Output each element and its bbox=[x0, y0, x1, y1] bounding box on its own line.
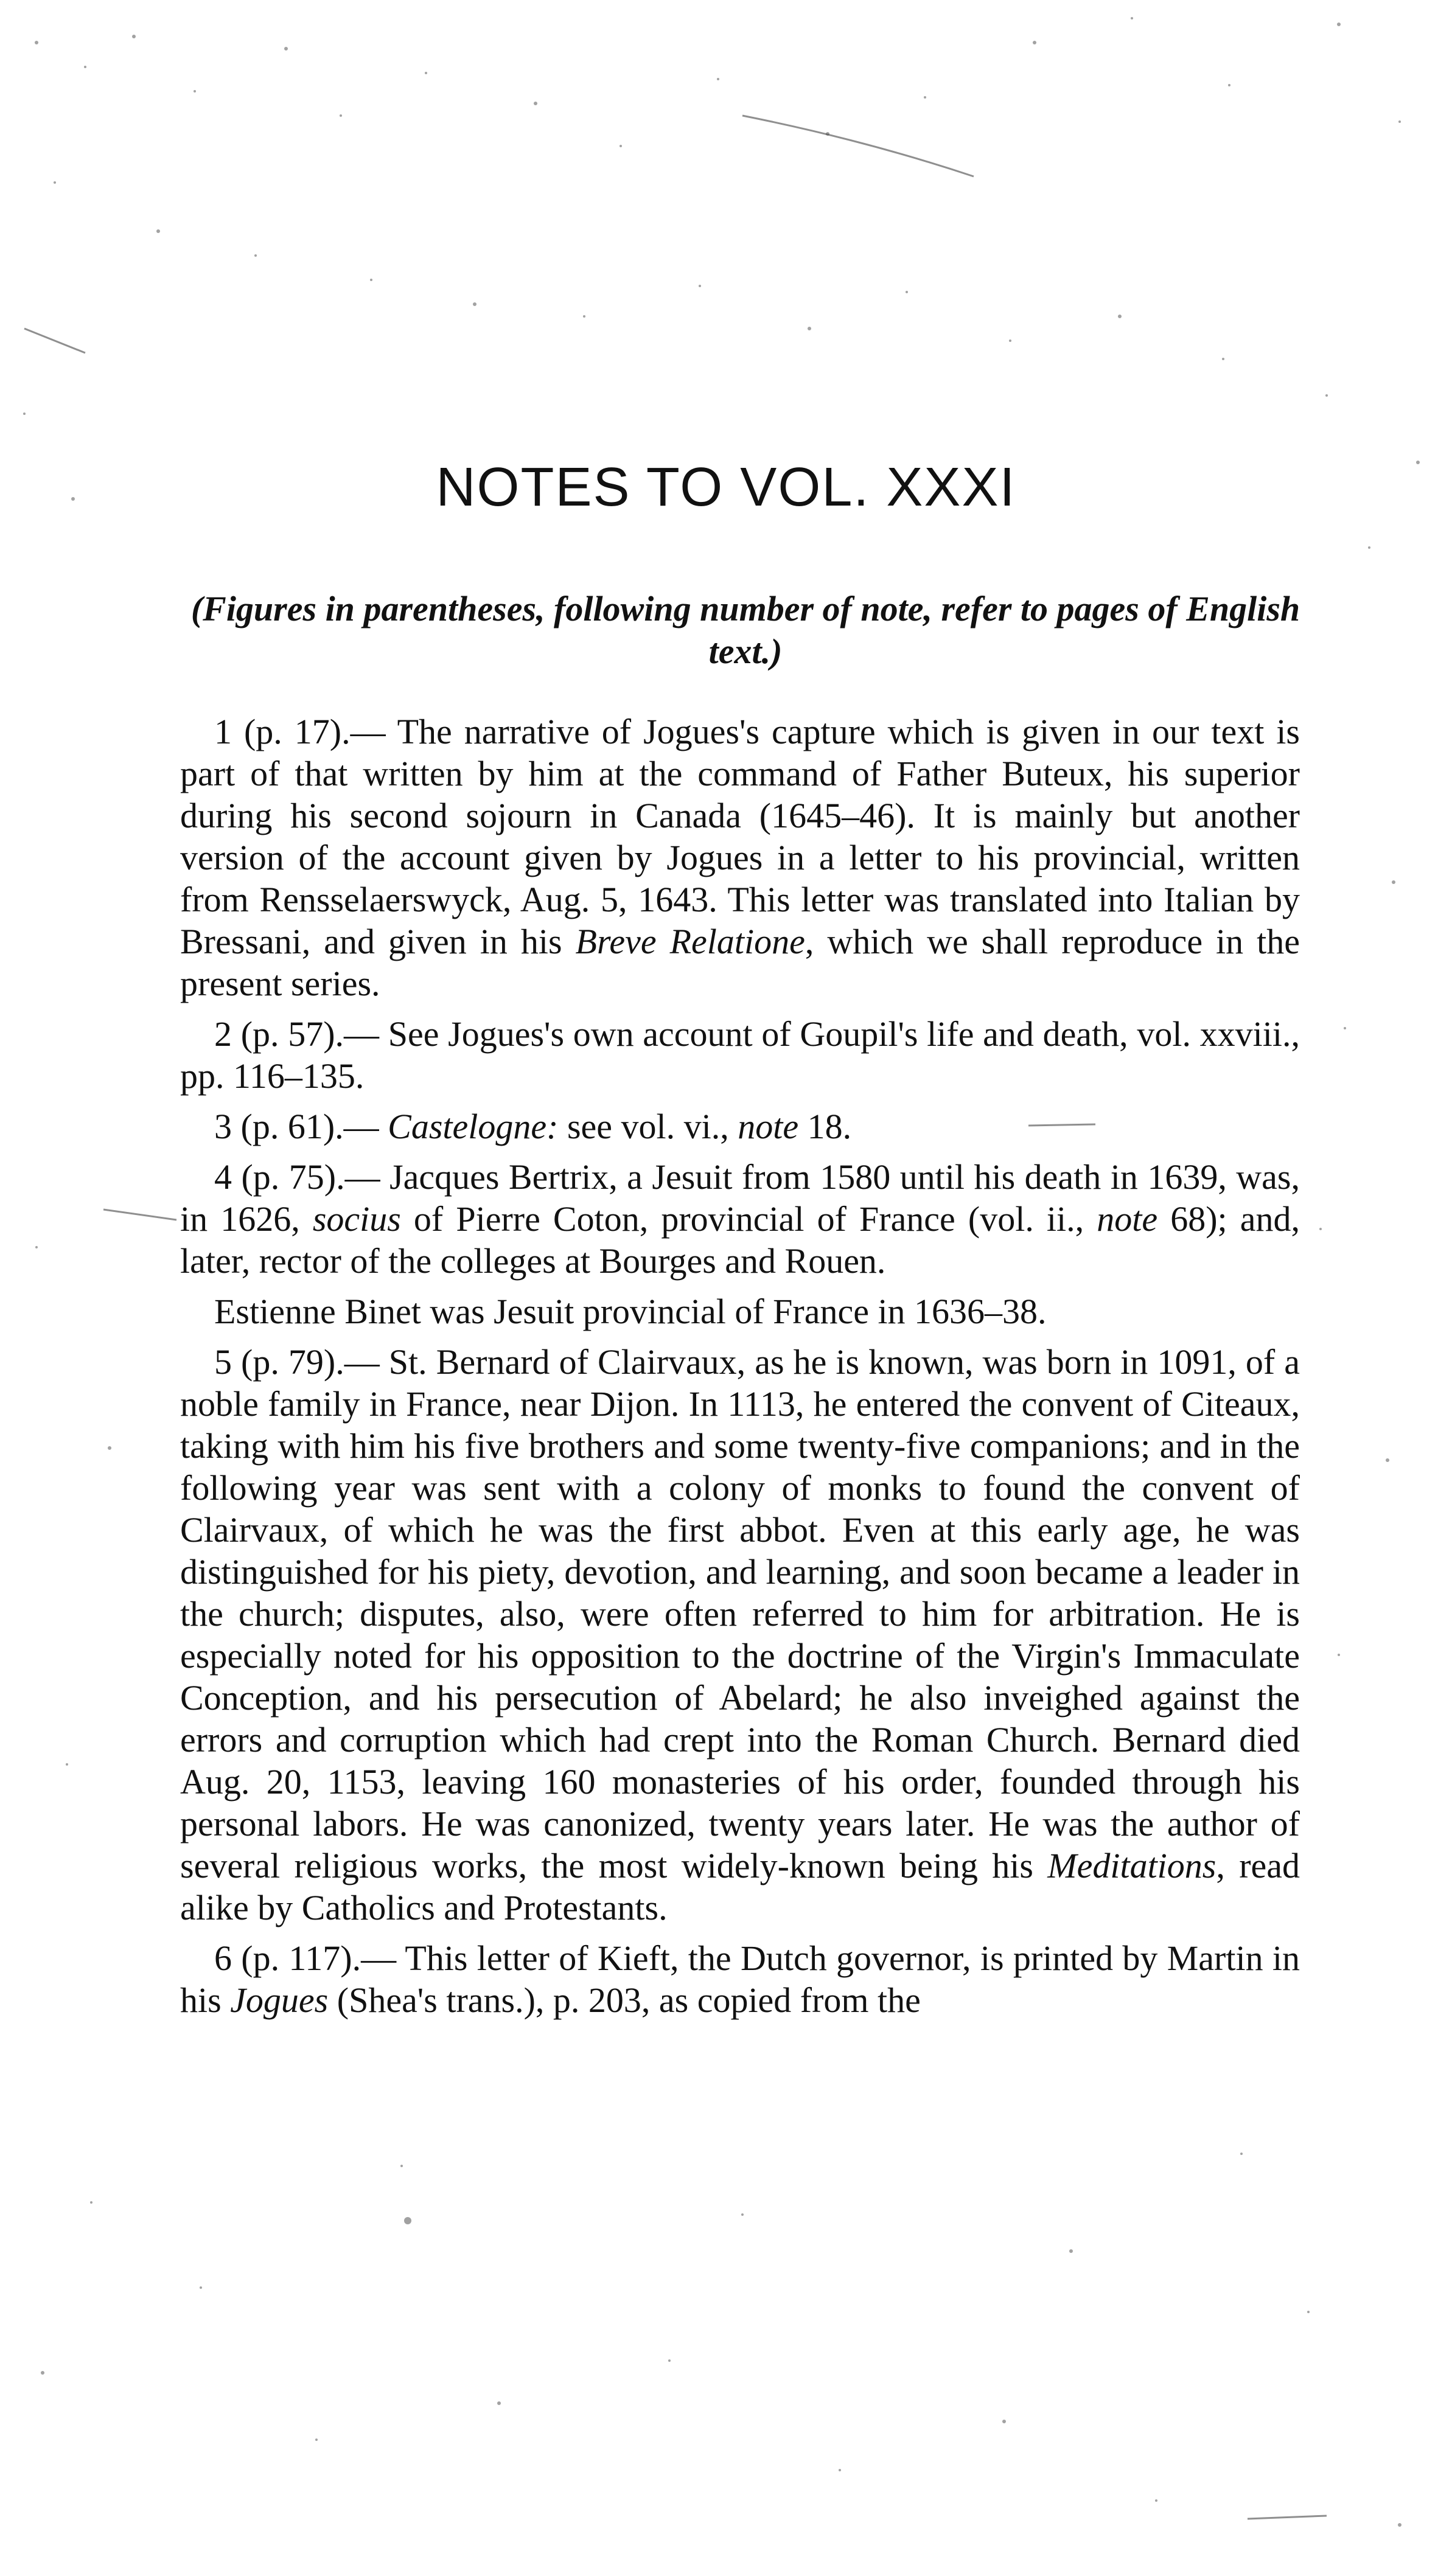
note-5-lead: 5 (p. 79).— bbox=[214, 1342, 389, 1382]
note-2: 2 (p. 57).— See Jogues's own account of Goupil's life and death, vol. xxviii., pp. 116–135. bbox=[180, 1014, 1300, 1096]
note-4: 4 (p. 75).— Jacques Bertrix, a Jesuit from 1580 until his death in 1639, was, in 1626, socius of Pierre Coton, provincial of France (vol. ii., note 68); and, later, rector of the colleges at Bourges and Rouen. bbox=[180, 1157, 1300, 1281]
note-3-lead: 3 (p. 61).— bbox=[214, 1107, 388, 1146]
note-6: 6 (p. 117).— This letter of Kieft, the Dutch governor, is printed by Martin in his Jogues (Shea's trans.), p. 203, as copied from the bbox=[180, 1938, 1300, 2020]
note-1: 1 (p. 17).— The narrative of Jogues's capture which is given in our text is part of that written by him at the command of Father Buteux, his superior during his second sojourn in Canada (1645–46). It is mainly but another version of the account given by Jogues in a letter to his provincial, written from Rensselaerswyck, Aug. 5, 1643. This letter was translated into Italian by Bressani, and given in his Breve Relatione, which we shall reproduce in the present series. bbox=[180, 712, 1300, 1003]
note-4-lead: 4 (p. 75).— bbox=[214, 1157, 390, 1197]
note-5: 5 (p. 79).— St. Bernard of Clairvaux, as he is known, was born in 1091, of a noble family in France, near Dijon. In 1113, he entered the convent of Citeaux, taking with him his five brothers and some twenty-five companions; and in the following year was sent with a colony of monks to found the convent of Clairvaux, of which he was the first abbot. Even at this early age, he was distinguished for his piety, devotion, and learning, and soon became a leader in the church; disputes, also, were often referred to him for arbitration. He is especially noted for his opposition to the doctrine of the Virgin's Immaculate Conception, and his persecution of Abelard; he also inveighed against the errors and corruption which had crept into the Roman Church. Bernard died Aug. 20, 1153, leaving 160 monasteries of his order, founded through his personal labors. He was canonized, twenty years later. He was the author of several religious works, the most widely-known being his Meditations, read alike by Catholics and Protestants. bbox=[180, 1342, 1300, 1927]
notes-body bbox=[180, 711, 1300, 2030]
note-3: 3 (p. 61).— Castelogne: see vol. vi., note 18. bbox=[214, 1107, 852, 1146]
note-2-lead: 2 (p. 57).— bbox=[214, 1014, 388, 1054]
page-subtitle: (Figures in parentheses, following number of note, refer to pages of English text.) bbox=[190, 589, 1300, 671]
note-1-lead: 1 (p. 17).— bbox=[214, 712, 397, 751]
note-4-continued: Estienne Binet was Jesuit provincial of France in 1636–38. bbox=[214, 1292, 1047, 1331]
page-title: NOTES TO VOL. XXXI bbox=[436, 457, 1016, 518]
note-6-lead: 6 (p. 117).— bbox=[214, 1938, 405, 1978]
